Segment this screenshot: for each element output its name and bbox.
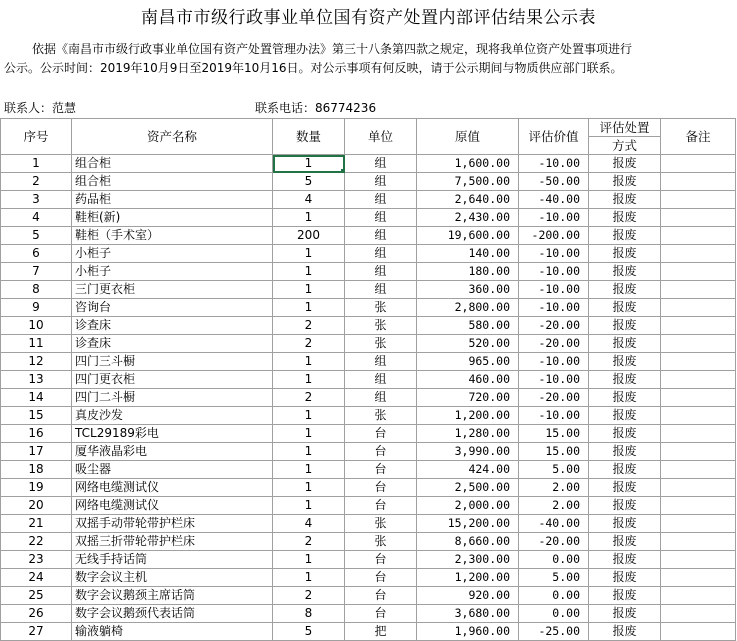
- cell-qty[interactable]: 1: [273, 371, 345, 389]
- cell-name[interactable]: 数字会议鹅颈主席话筒: [72, 587, 273, 605]
- table-row: [1, 227, 736, 245]
- header-disposal: 评估处置: [589, 119, 661, 137]
- cell-method[interactable]: 报废: [589, 173, 661, 191]
- cell-name[interactable]: 四门更衣柜: [72, 371, 273, 389]
- cell-unit[interactable]: 组: [345, 209, 417, 227]
- cell-method[interactable]: 报废: [589, 317, 661, 335]
- cell-unit[interactable]: 张: [345, 407, 417, 425]
- cell-note[interactable]: [661, 371, 736, 389]
- cell-qty[interactable]: 1: [273, 569, 345, 587]
- cell-note[interactable]: [661, 173, 736, 191]
- cell-note[interactable]: [661, 551, 736, 569]
- cell-unit[interactable]: 组: [345, 245, 417, 263]
- cell-value[interactable]: 8,660.00: [417, 533, 519, 551]
- cell-name[interactable]: 鞋柜(新): [72, 209, 273, 227]
- cell-seq[interactable]: 24: [1, 569, 72, 587]
- cell-value[interactable]: 140.00: [417, 245, 519, 263]
- cell-value[interactable]: 965.00: [417, 353, 519, 371]
- cell-eval[interactable]: -10.00: [519, 353, 589, 371]
- header-qty: 数量: [273, 119, 345, 155]
- cell-unit[interactable]: 台: [345, 425, 417, 443]
- cell-seq[interactable]: 7: [1, 263, 72, 281]
- cell-unit[interactable]: 组: [345, 173, 417, 191]
- cell-eval[interactable]: 15.00: [519, 425, 589, 443]
- header-note: 备注: [661, 119, 736, 155]
- cell-note[interactable]: [661, 443, 736, 461]
- cell-method[interactable]: 报废: [589, 623, 661, 641]
- cell-value[interactable]: 2,000.00: [417, 497, 519, 515]
- cell-value[interactable]: 520.00: [417, 335, 519, 353]
- cell-note[interactable]: [661, 533, 736, 551]
- cell-unit[interactable]: 组: [345, 155, 417, 173]
- notice-line-1: 依据《南昌市市级行政事业单位国有资产处置管理办法》第三十八条第四款之规定，现将我单位资产处置事项进行: [32, 42, 633, 56]
- cell-method[interactable]: 报废: [589, 461, 661, 479]
- cell-value[interactable]: 3,680.00: [417, 605, 519, 623]
- cell-unit[interactable]: 台: [345, 497, 417, 515]
- table-row: [1, 551, 736, 569]
- table-row: [1, 335, 736, 353]
- cell-qty[interactable]: 1: [273, 353, 345, 371]
- cell-unit[interactable]: 台: [345, 605, 417, 623]
- table-row: [1, 425, 736, 443]
- cell-method[interactable]: 报废: [589, 227, 661, 245]
- cell-seq[interactable]: 27: [1, 623, 72, 641]
- cell-method[interactable]: 报废: [589, 479, 661, 497]
- cell-note[interactable]: [661, 515, 736, 533]
- table-row: [1, 461, 736, 479]
- cell-unit[interactable]: 组: [345, 281, 417, 299]
- table-row: [1, 281, 736, 299]
- cell-unit[interactable]: 组: [345, 227, 417, 245]
- cell-note[interactable]: [661, 497, 736, 515]
- cell-seq[interactable]: 10: [1, 317, 72, 335]
- table-row: [1, 209, 736, 227]
- cell-eval[interactable]: -40.00: [519, 515, 589, 533]
- cell-value[interactable]: 424.00: [417, 461, 519, 479]
- cell-method[interactable]: 报废: [589, 515, 661, 533]
- cell-method[interactable]: 报废: [589, 335, 661, 353]
- cell-seq[interactable]: 1: [1, 155, 72, 173]
- cell-method[interactable]: 报废: [589, 281, 661, 299]
- cell-method[interactable]: 报废: [589, 587, 661, 605]
- cell-seq[interactable]: 21: [1, 515, 72, 533]
- cell-value[interactable]: 920.00: [417, 587, 519, 605]
- cell-value[interactable]: 580.00: [417, 317, 519, 335]
- cell-note[interactable]: [661, 623, 736, 641]
- table-row: [1, 443, 736, 461]
- cell-qty[interactable]: 8: [273, 605, 345, 623]
- cell-note[interactable]: [661, 335, 736, 353]
- table-row: [1, 299, 736, 317]
- cell-method[interactable]: 报废: [589, 191, 661, 209]
- cell-unit[interactable]: 台: [345, 587, 417, 605]
- cell-note[interactable]: [661, 263, 736, 281]
- table-row: [1, 371, 736, 389]
- cell-method[interactable]: 报废: [589, 569, 661, 587]
- cell-qty[interactable]: 1: [273, 155, 345, 173]
- cell-unit[interactable]: 台: [345, 569, 417, 587]
- table-row: [1, 533, 736, 551]
- header-unit: 单位: [345, 119, 417, 155]
- cell-note[interactable]: [661, 425, 736, 443]
- cell-qty[interactable]: 1: [273, 263, 345, 281]
- cell-value[interactable]: 3,990.00: [417, 443, 519, 461]
- cell-unit[interactable]: 张: [345, 299, 417, 317]
- cell-seq[interactable]: 23: [1, 551, 72, 569]
- cell-qty[interactable]: 5: [273, 623, 345, 641]
- cell-qty[interactable]: 1: [273, 425, 345, 443]
- cell-unit[interactable]: 组: [345, 389, 417, 407]
- cell-name[interactable]: 组合柜: [72, 173, 273, 191]
- cell-note[interactable]: [661, 461, 736, 479]
- cell-qty[interactable]: 1: [273, 407, 345, 425]
- cell-name[interactable]: 诊查床: [72, 335, 273, 353]
- cell-name[interactable]: 厦华液晶彩电: [72, 443, 273, 461]
- cell-note[interactable]: [661, 389, 736, 407]
- cell-qty[interactable]: 2: [273, 335, 345, 353]
- table-row: [1, 155, 736, 173]
- cell-note[interactable]: [661, 353, 736, 371]
- cell-note[interactable]: [661, 191, 736, 209]
- cell-value[interactable]: 1,960.00: [417, 623, 519, 641]
- cell-unit[interactable]: 张: [345, 335, 417, 353]
- cell-eval[interactable]: -10.00: [519, 371, 589, 389]
- cell-name[interactable]: 咨询台: [72, 299, 273, 317]
- cell-seq[interactable]: 16: [1, 425, 72, 443]
- cell-method[interactable]: 报废: [589, 551, 661, 569]
- cell-method[interactable]: 报废: [589, 605, 661, 623]
- cell-value[interactable]: 7,500.00: [417, 173, 519, 191]
- cell-seq[interactable]: 14: [1, 389, 72, 407]
- table-body: [1, 155, 736, 641]
- cell-note[interactable]: [661, 569, 736, 587]
- cell-value[interactable]: 360.00: [417, 281, 519, 299]
- cell-qty[interactable]: 4: [273, 191, 345, 209]
- cell-name[interactable]: 网络电缆测试仪: [72, 497, 273, 515]
- cell-note[interactable]: [661, 407, 736, 425]
- cell-name[interactable]: 药品柜: [72, 191, 273, 209]
- table-row: [1, 479, 736, 497]
- cell-method[interactable]: 报废: [589, 209, 661, 227]
- cell-note[interactable]: [661, 605, 736, 623]
- cell-method[interactable]: 报废: [589, 389, 661, 407]
- cell-method[interactable]: 报废: [589, 443, 661, 461]
- cell-value[interactable]: 2,640.00: [417, 191, 519, 209]
- cell-name[interactable]: 三门更衣柜: [72, 281, 273, 299]
- cell-qty[interactable]: 2: [273, 317, 345, 335]
- cell-eval[interactable]: 5.00: [519, 569, 589, 587]
- cell-qty[interactable]: 1: [273, 551, 345, 569]
- cell-unit[interactable]: 组: [345, 263, 417, 281]
- cell-value[interactable]: 1,200.00: [417, 569, 519, 587]
- cell-value[interactable]: 15,200.00: [417, 515, 519, 533]
- header-value: 原值: [417, 119, 519, 155]
- cell-note[interactable]: [661, 479, 736, 497]
- cell-seq[interactable]: 8: [1, 281, 72, 299]
- cell-eval[interactable]: 0.00: [519, 605, 589, 623]
- table-row: [1, 407, 736, 425]
- table-row: [1, 173, 736, 191]
- cell-note[interactable]: [661, 245, 736, 263]
- cell-note[interactable]: [661, 317, 736, 335]
- cell-qty[interactable]: 2: [273, 389, 345, 407]
- cell-eval[interactable]: -200.00: [519, 227, 589, 245]
- cell-method[interactable]: 报废: [589, 371, 661, 389]
- cell-name[interactable]: 四门二斗橱: [72, 389, 273, 407]
- cell-seq[interactable]: 25: [1, 587, 72, 605]
- header-seq: 序号: [1, 119, 72, 155]
- cell-name[interactable]: 诊查床: [72, 317, 273, 335]
- asset-table: [0, 118, 736, 641]
- cell-eval[interactable]: -10.00: [519, 281, 589, 299]
- cell-name[interactable]: 输液躺椅: [72, 623, 273, 641]
- cell-method[interactable]: 报废: [589, 263, 661, 281]
- table-row: [1, 569, 736, 587]
- cell-value[interactable]: 1,280.00: [417, 425, 519, 443]
- cell-seq[interactable]: 19: [1, 479, 72, 497]
- cell-seq[interactable]: 3: [1, 191, 72, 209]
- cell-seq[interactable]: 2: [1, 173, 72, 191]
- cell-eval[interactable]: 5.00: [519, 461, 589, 479]
- cell-unit[interactable]: 组: [345, 191, 417, 209]
- cell-seq[interactable]: 12: [1, 353, 72, 371]
- cell-qty[interactable]: 1: [273, 479, 345, 497]
- cell-name[interactable]: 小柜子: [72, 245, 273, 263]
- cell-value[interactable]: 2,800.00: [417, 299, 519, 317]
- cell-eval[interactable]: 15.00: [519, 443, 589, 461]
- cell-eval[interactable]: -20.00: [519, 317, 589, 335]
- cell-name[interactable]: 网络电缆测试仪: [72, 479, 273, 497]
- table-row: [1, 317, 736, 335]
- cell-unit[interactable]: 台: [345, 461, 417, 479]
- cell-eval[interactable]: -10.00: [519, 263, 589, 281]
- table-row: [1, 389, 736, 407]
- cell-name[interactable]: 数字会议主机: [72, 569, 273, 587]
- contact-phone: 联系电话：86774236: [255, 101, 377, 115]
- table-row: [1, 497, 736, 515]
- cell-qty[interactable]: 1: [273, 281, 345, 299]
- cell-method[interactable]: 报废: [589, 533, 661, 551]
- contact-person: 联系人：范慧: [4, 101, 77, 115]
- cell-eval[interactable]: -10.00: [519, 155, 589, 173]
- cell-value[interactable]: 2,500.00: [417, 479, 519, 497]
- cell-eval[interactable]: -10.00: [519, 299, 589, 317]
- cell-name[interactable]: 双摇三折带轮带护栏床: [72, 533, 273, 551]
- cell-note[interactable]: [661, 587, 736, 605]
- page-title: 南昌市市级行政事业单位国有资产处置内部评估结果公示表: [141, 8, 596, 28]
- cell-seq[interactable]: 26: [1, 605, 72, 623]
- cell-qty[interactable]: 1: [273, 443, 345, 461]
- cell-method[interactable]: 报废: [589, 497, 661, 515]
- cell-value[interactable]: 2,430.00: [417, 209, 519, 227]
- cell-note[interactable]: [661, 299, 736, 317]
- cell-note[interactable]: [661, 209, 736, 227]
- cell-unit[interactable]: 台: [345, 551, 417, 569]
- cell-eval[interactable]: -40.00: [519, 191, 589, 209]
- cell-eval[interactable]: -20.00: [519, 389, 589, 407]
- cell-unit[interactable]: 台: [345, 443, 417, 461]
- cell-eval[interactable]: -10.00: [519, 245, 589, 263]
- cell-qty[interactable]: 2: [273, 533, 345, 551]
- cell-eval[interactable]: 2.00: [519, 497, 589, 515]
- cell-name[interactable]: 无线手持话筒: [72, 551, 273, 569]
- cell-qty[interactable]: 1: [273, 209, 345, 227]
- cell-value[interactable]: 720.00: [417, 389, 519, 407]
- cell-note[interactable]: [661, 281, 736, 299]
- cell-qty[interactable]: 4: [273, 515, 345, 533]
- cell-value[interactable]: 19,600.00: [417, 227, 519, 245]
- cell-name[interactable]: 数字会议鹅颈代表话筒: [72, 605, 273, 623]
- cell-qty[interactable]: 5: [273, 173, 345, 191]
- table-row: [1, 245, 736, 263]
- cell-method[interactable]: 报废: [589, 155, 661, 173]
- cell-method[interactable]: 报废: [589, 299, 661, 317]
- cell-seq[interactable]: 6: [1, 245, 72, 263]
- cell-eval[interactable]: -20.00: [519, 335, 589, 353]
- cell-seq[interactable]: 20: [1, 497, 72, 515]
- notice-paragraph: [4, 40, 732, 78]
- table-row: [1, 587, 736, 605]
- cell-unit[interactable]: 张: [345, 317, 417, 335]
- cell-qty[interactable]: 2: [273, 587, 345, 605]
- cell-value[interactable]: 180.00: [417, 263, 519, 281]
- table-row: [1, 515, 736, 533]
- cell-value[interactable]: 460.00: [417, 371, 519, 389]
- cell-method[interactable]: 报废: [589, 407, 661, 425]
- cell-unit[interactable]: 组: [345, 353, 417, 371]
- cell-value[interactable]: 1,600.00: [417, 155, 519, 173]
- cell-eval[interactable]: -20.00: [519, 533, 589, 551]
- header-disposal-method: 方式: [589, 137, 661, 155]
- cell-seq[interactable]: 15: [1, 407, 72, 425]
- cell-seq[interactable]: 11: [1, 335, 72, 353]
- cell-unit[interactable]: 张: [345, 533, 417, 551]
- cell-eval[interactable]: -50.00: [519, 173, 589, 191]
- cell-value[interactable]: 1,200.00: [417, 407, 519, 425]
- table-row: [1, 623, 736, 641]
- cell-note[interactable]: [661, 155, 736, 173]
- table-row: [1, 191, 736, 209]
- cell-qty[interactable]: 1: [273, 299, 345, 317]
- notice-line-2: 公示。公示时间：2019年10月9日至2019年10月16日。对公示事项有何反映，请于公示期间与物质供应部门联系。: [4, 61, 623, 75]
- cell-eval[interactable]: 2.00: [519, 479, 589, 497]
- header-name: 资产名称: [72, 119, 273, 155]
- cell-eval[interactable]: -10.00: [519, 407, 589, 425]
- header-eval: 评估价值: [519, 119, 589, 155]
- cell-qty[interactable]: 1: [273, 245, 345, 263]
- cell-name[interactable]: 小柜子: [72, 263, 273, 281]
- cell-eval[interactable]: -10.00: [519, 209, 589, 227]
- cell-method[interactable]: 报废: [589, 245, 661, 263]
- cell-name[interactable]: 吸尘器: [72, 461, 273, 479]
- cell-seq[interactable]: 4: [1, 209, 72, 227]
- table-row: [1, 353, 736, 371]
- cell-value[interactable]: 2,300.00: [417, 551, 519, 569]
- cell-qty[interactable]: 1: [273, 497, 345, 515]
- cell-unit[interactable]: 张: [345, 515, 417, 533]
- cell-unit[interactable]: 台: [345, 479, 417, 497]
- cell-unit[interactable]: 把: [345, 623, 417, 641]
- table-row: [1, 263, 736, 281]
- cell-seq[interactable]: 5: [1, 227, 72, 245]
- cell-qty[interactable]: 200: [273, 227, 345, 245]
- cell-name[interactable]: 真皮沙发: [72, 407, 273, 425]
- cell-name[interactable]: TCL29189彩电: [72, 425, 273, 443]
- cell-method[interactable]: 报废: [589, 425, 661, 443]
- cell-eval[interactable]: 0.00: [519, 587, 589, 605]
- cell-note[interactable]: [661, 227, 736, 245]
- cell-eval[interactable]: 0.00: [519, 551, 589, 569]
- cell-name[interactable]: 双摇手动带轮带护栏床: [72, 515, 273, 533]
- cell-name[interactable]: 组合柜: [72, 155, 273, 173]
- table-row: [1, 605, 736, 623]
- cell-eval[interactable]: -25.00: [519, 623, 589, 641]
- cell-name[interactable]: 鞋柜（手术室）: [72, 227, 273, 245]
- cell-seq[interactable]: 22: [1, 533, 72, 551]
- cell-seq[interactable]: 9: [1, 299, 72, 317]
- cell-seq[interactable]: 17: [1, 443, 72, 461]
- cell-seq[interactable]: 18: [1, 461, 72, 479]
- cell-qty[interactable]: 1: [273, 461, 345, 479]
- cell-method[interactable]: 报废: [589, 353, 661, 371]
- cell-seq[interactable]: 13: [1, 371, 72, 389]
- cell-name[interactable]: 四门三斗橱: [72, 353, 273, 371]
- cell-unit[interactable]: 组: [345, 371, 417, 389]
